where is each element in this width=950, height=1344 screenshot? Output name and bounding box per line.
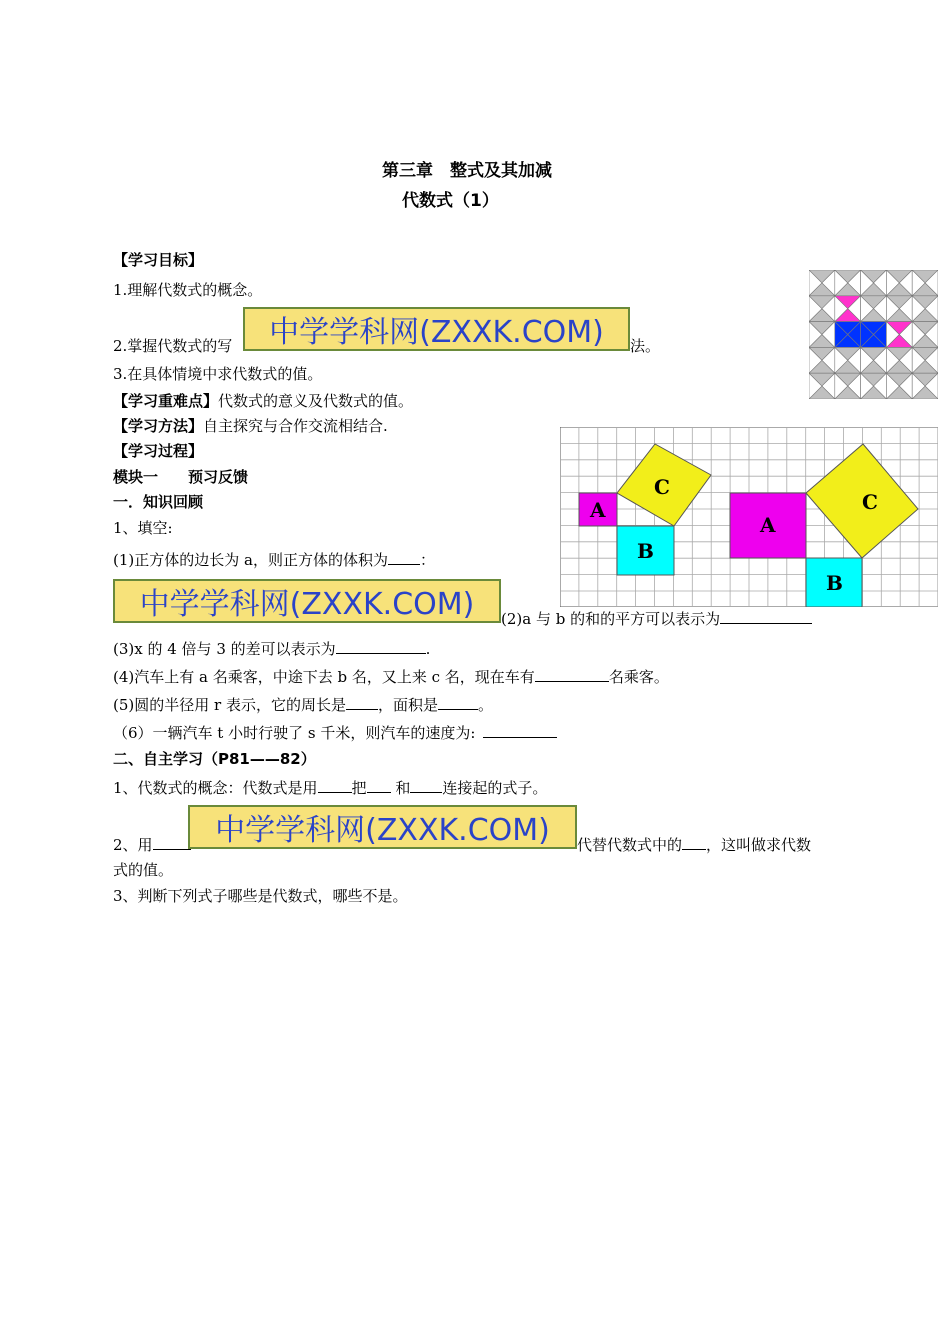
watermark-banner-1	[243, 307, 630, 351]
tile-pattern-figure	[809, 270, 938, 399]
lesson-title: 代数式（1）	[402, 191, 499, 211]
question-3-text: (3)x 的 4 倍与 3 的差可以表示为	[113, 640, 336, 658]
self-study-item-3: 3、判断下列式子哪些是代数式，哪些不是。	[113, 887, 408, 905]
question-4	[113, 666, 669, 687]
label-a-small: A	[590, 498, 606, 522]
question-5-mid: ，面积是	[377, 696, 438, 714]
goal-item-1: 1.理解代数式的概念。	[113, 281, 263, 299]
answer-blank[interactable]	[318, 777, 352, 793]
key-points-text: 代数式的意义及代数式的值。	[218, 392, 414, 410]
self-study-1-text-c: 和	[390, 779, 411, 797]
goal-item-2-prefix: 2.掌握代数式的写	[113, 337, 233, 355]
question-4-suffix: 名乘客。	[608, 668, 669, 686]
module-heading: 模块一 预习反馈	[113, 468, 249, 486]
label-b-large: B	[826, 571, 843, 595]
watermark-text: 中学学科网(ZXXK.COM)	[139, 587, 475, 622]
watermark-banner-3	[188, 805, 577, 849]
label-c-small: C	[654, 475, 670, 499]
question-5-text: (5)圆的半径用 r 表示，它的周长是	[113, 696, 346, 714]
answer-blank[interactable]	[388, 549, 420, 565]
answer-blank[interactable]	[438, 694, 478, 710]
self-study-1-text-d: 连接起的式子。	[442, 779, 548, 797]
watermark-text: 中学学科网(ZXXK.COM)	[269, 315, 604, 350]
answer-blank[interactable]	[483, 722, 557, 738]
watermark-text: 中学学科网(ZXXK.COM)	[215, 813, 550, 848]
method-text: 自主探究与合作交流相结合.	[203, 417, 388, 435]
key-points-label: 【学习重难点】	[113, 392, 219, 410]
label-c-large: C	[862, 490, 878, 514]
fill-instruction: 1、填空:	[113, 519, 173, 537]
label-a-large: A	[760, 513, 776, 537]
answer-blank[interactable]	[720, 608, 812, 624]
tile-grid	[809, 270, 938, 399]
question-5-suffix: 。	[477, 696, 493, 714]
question-2	[501, 608, 812, 629]
question-3-suffix: .	[425, 640, 431, 658]
answer-blank[interactable]	[336, 638, 426, 654]
goals-heading: 【学习目标】	[113, 251, 204, 269]
self-study-2-text-b: 代替代数式中的	[577, 836, 683, 854]
question-2-text: (2)a 与 b 的和的平方可以表示为	[501, 610, 721, 628]
question-5	[113, 694, 493, 715]
label-b-small: B	[637, 539, 654, 563]
answer-blank[interactable]	[346, 694, 378, 710]
self-study-heading: 二、自主学习（P81——82）	[113, 750, 316, 768]
method	[113, 416, 388, 436]
answer-blank[interactable]	[535, 666, 609, 682]
pythagoras-grid-figure	[560, 427, 938, 607]
answer-blank[interactable]	[410, 777, 442, 793]
self-study-item-2-line2: 式的值。	[113, 861, 174, 879]
question-6-text: （6）一辆汽车 t 小时行驶了 s 千米，则汽车的速度为:	[113, 724, 476, 742]
watermark-banner-2	[113, 579, 501, 623]
self-study-1-text: 1、代数式的概念：代数式是用	[113, 779, 318, 797]
question-4-text: (4)汽车上有 a 名乘客，中途下去 b 名，又上来 c 名，现在车有	[113, 668, 535, 686]
self-study-item-1	[113, 777, 547, 798]
process-heading: 【学习过程】	[113, 442, 204, 460]
question-1	[113, 549, 435, 570]
answer-blank[interactable]	[367, 777, 391, 793]
self-study-2-text-c: ，这叫做求代数	[706, 836, 812, 854]
answer-blank[interactable]	[153, 834, 191, 850]
question-6	[113, 722, 557, 743]
question-1-text: (1)正方体的边长为 a，则正方体的体积为	[113, 551, 388, 569]
answer-blank[interactable]	[682, 834, 706, 850]
self-study-1-text-b: 把	[351, 779, 367, 797]
self-study-2-text: 2、用	[113, 836, 153, 854]
question-3	[113, 638, 430, 659]
goal-item-2-suffix: 法。	[630, 337, 661, 355]
self-study-item-2-prefix	[113, 834, 191, 855]
goal-item-3: 3.在具体情境中求代数式的值。	[113, 365, 323, 383]
chapter-title: 第三章 整式及其加减	[382, 161, 552, 181]
key-points	[113, 391, 413, 411]
self-study-item-2-suffix	[577, 834, 811, 855]
review-heading: 一．知识回顾	[113, 493, 204, 511]
method-label: 【学习方法】	[113, 417, 204, 435]
question-1-suffix: ：	[419, 551, 435, 569]
